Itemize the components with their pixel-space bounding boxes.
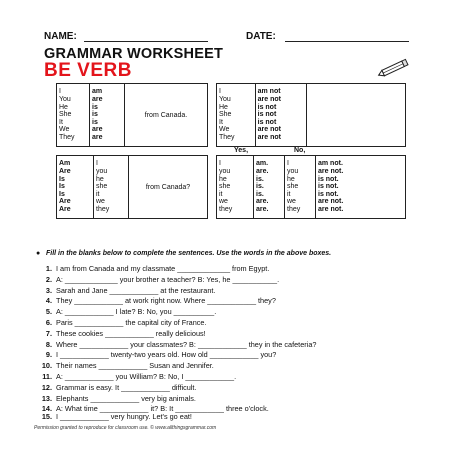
name-label: NAME: — [44, 31, 77, 42]
question-table — [56, 155, 208, 219]
footer-permission: Permission granted to reproduce for classroom use. © www.allthingsgrammar.com — [34, 425, 217, 431]
pronoun-column: I You He She It We They — [57, 84, 90, 147]
question-item: 11. A: ____________ you William? B: No, I ____________. — [42, 372, 237, 381]
date-field-line[interactable] — [285, 41, 409, 42]
from-canada-cell: from Canada. — [125, 84, 208, 147]
question-item: 1. I am from Canada and my classmate _____________ from Egypt. — [45, 264, 270, 273]
worksheet-subtitle: BE VERB — [44, 60, 132, 81]
name-field-line[interactable] — [84, 41, 208, 42]
question-item: 5. A: ____________ I late? B: No, you __________. — [45, 307, 217, 317]
blank-cell — [306, 84, 405, 147]
question-item: 6. Paris ____________ the capital city of France. — [45, 318, 207, 327]
from-canada-question-cell: from Canada? — [129, 156, 208, 219]
date-label: DATE: — [246, 31, 276, 42]
question-item: 12. Grammar is easy. It ____________ difficult. — [41, 382, 197, 392]
worksheet-title: GRAMMAR WORKSHEET — [44, 46, 224, 62]
verb-column: am not are not is not is not is not are not are not — [255, 84, 306, 147]
bullet-icon: ● — [36, 250, 41, 257]
pencil-icon — [376, 58, 412, 78]
yes-verb-column: am. are. is. is. is. are. are. — [254, 156, 285, 219]
question-item: 8. Where ____________ your classmates? B: ____________ they in the cafeteria? — [45, 339, 317, 349]
question-item: 2. A: _____________ your brother a teacher? B: Yes, he ___________. — [45, 274, 280, 284]
pronoun-column: I You He She It We They — [217, 84, 256, 147]
no-label: No, — [294, 147, 306, 154]
verb-column: Am Are Is Is Is Are Are — [57, 156, 94, 219]
yes-pronoun-column: I you he she it we they — [217, 156, 254, 219]
question-item: 9. I ____________ twenty-two years old. How old ____________ you? — [45, 350, 277, 360]
verb-column: am are is is is are are — [90, 84, 125, 147]
question-item: 3. Sarah and Jane ____________ at the restaurant. — [45, 285, 216, 295]
question-item: 13. Elephants ____________ very big animals. — [41, 393, 196, 403]
question-item: 14. A: What time ____________ it? B: It ____________ three o'clock. — [41, 404, 269, 414]
negative-table — [216, 83, 406, 147]
question-item: 7. These cookies ____________ really delicious! — [45, 328, 206, 338]
instructions: Fill in the blanks below to complete the sentences. Use the words in the above boxes. — [46, 250, 332, 257]
pronoun-column: I you he she it we they — [94, 156, 129, 219]
short-answer-table — [216, 155, 406, 219]
yes-label: Yes, — [234, 147, 249, 154]
affirmative-table — [56, 83, 208, 147]
no-pronoun-column: I you he she it we they — [285, 156, 316, 219]
no-verb-column: am not. are not. is not. is not. is not. are not. are not. — [316, 156, 406, 219]
question-item: 15. I ____________ very hungry. Let's go eat! — [41, 412, 192, 421]
question-item: 4. They ____________ at work right now. Where ____________ they? — [45, 296, 276, 306]
question-item: 10. Their names ____________ Susan and Jennifer. — [41, 361, 214, 371]
